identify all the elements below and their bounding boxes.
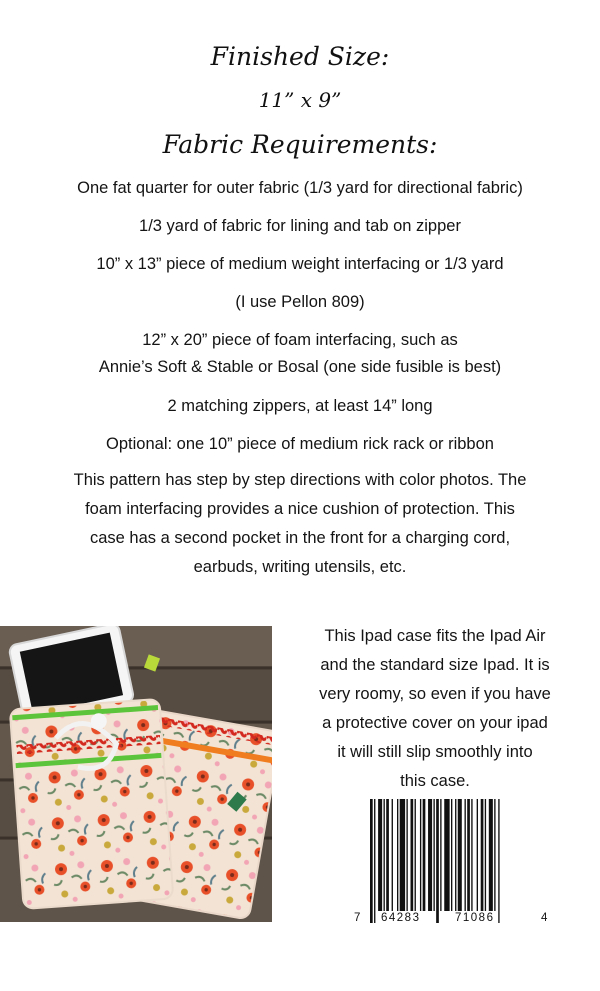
description-line: earbuds, writing utensils, etc. xyxy=(193,558,407,576)
side-text-line: This Ipad case fits the Ipad Air xyxy=(324,627,546,645)
requirement-lining: 1/3 yard of fabric for lining and tab on zipper xyxy=(139,217,461,235)
barcode-bar xyxy=(477,799,478,911)
barcode-bar xyxy=(386,799,389,911)
barcode-bar xyxy=(489,799,493,911)
requirement-outer-fabric: One fat quarter for outer fabric (1/3 yard for directional fabric) xyxy=(77,179,523,197)
barcode-bar xyxy=(458,799,462,911)
barcode-group-right: 71086 xyxy=(455,912,495,924)
barcode-bar xyxy=(494,799,495,911)
barcode-bar xyxy=(428,799,432,911)
barcode-bar xyxy=(400,799,405,911)
side-text-line: a protective cover on your ipad xyxy=(322,714,548,732)
barcode-bar xyxy=(485,799,486,911)
barcode-digit-last: 4 xyxy=(541,912,548,924)
barcode-bar xyxy=(471,799,472,911)
barcode-bar xyxy=(451,799,452,911)
description-line: case has a second pocket in the front for a charging cord, xyxy=(89,529,511,547)
side-text-line: very roomy, so even if you have xyxy=(319,685,551,703)
barcode-bar xyxy=(392,799,393,911)
finished-size-value: 11” x 9” xyxy=(258,88,342,112)
side-text-line: it will still slip smoothly into xyxy=(337,743,533,761)
barcode-bar xyxy=(433,799,434,911)
barcode-digit-first: 7 xyxy=(354,912,361,924)
barcode-bar xyxy=(436,799,439,923)
barcode-bar xyxy=(370,799,373,923)
fabric-requirements-title: Fabric Requirements: xyxy=(162,130,438,159)
requirement-foam-line2: Annie’s Soft & Stable or Bosal (one side fusible is best) xyxy=(98,358,502,376)
barcode-bar xyxy=(481,799,484,911)
barcode-bar xyxy=(374,799,375,923)
product-photo xyxy=(0,626,272,922)
requirement-rickrack: Optional: one 10” piece of medium rick rack or ribbon xyxy=(106,435,494,453)
barcode-bar xyxy=(406,799,407,911)
requirement-zippers: 2 matching zippers, at least 14” long xyxy=(167,397,433,415)
barcode-bar xyxy=(384,799,385,911)
requirement-foam-line1: 12” x 20” piece of foam interfacing, such as xyxy=(142,331,458,349)
barcode-bar xyxy=(397,799,398,911)
barcode-bar xyxy=(415,799,416,911)
description-line: foam interfacing provides a nice cushion of protection. This xyxy=(85,500,515,518)
barcode-bar xyxy=(455,799,456,911)
finished-size-title: Finished Size: xyxy=(210,42,390,71)
ipad-description xyxy=(300,622,570,796)
barcode-bar xyxy=(467,799,470,911)
barcode-bar xyxy=(440,799,441,911)
barcode-bar xyxy=(444,799,449,911)
side-text-line: and the standard size Ipad. It is xyxy=(320,656,550,674)
barcode-bar xyxy=(423,799,426,911)
barcode-bar xyxy=(465,799,466,911)
ipad-case-photo xyxy=(0,626,272,922)
requirement-interfacing: 10” x 13” piece of medium weight interfacing or 1/3 yard xyxy=(96,255,504,273)
pattern-description xyxy=(34,466,566,582)
barcode-bar xyxy=(498,799,499,923)
barcode-group-left: 64283 xyxy=(381,912,421,924)
description-line: This pattern has step by step directions with color photos. The xyxy=(73,471,527,489)
barcode-bar xyxy=(378,799,382,911)
side-text-line: this case. xyxy=(400,772,470,790)
barcode-bar xyxy=(420,799,421,911)
requirement-pellon: (I use Pellon 809) xyxy=(235,293,365,311)
barcode-bar xyxy=(411,799,414,911)
